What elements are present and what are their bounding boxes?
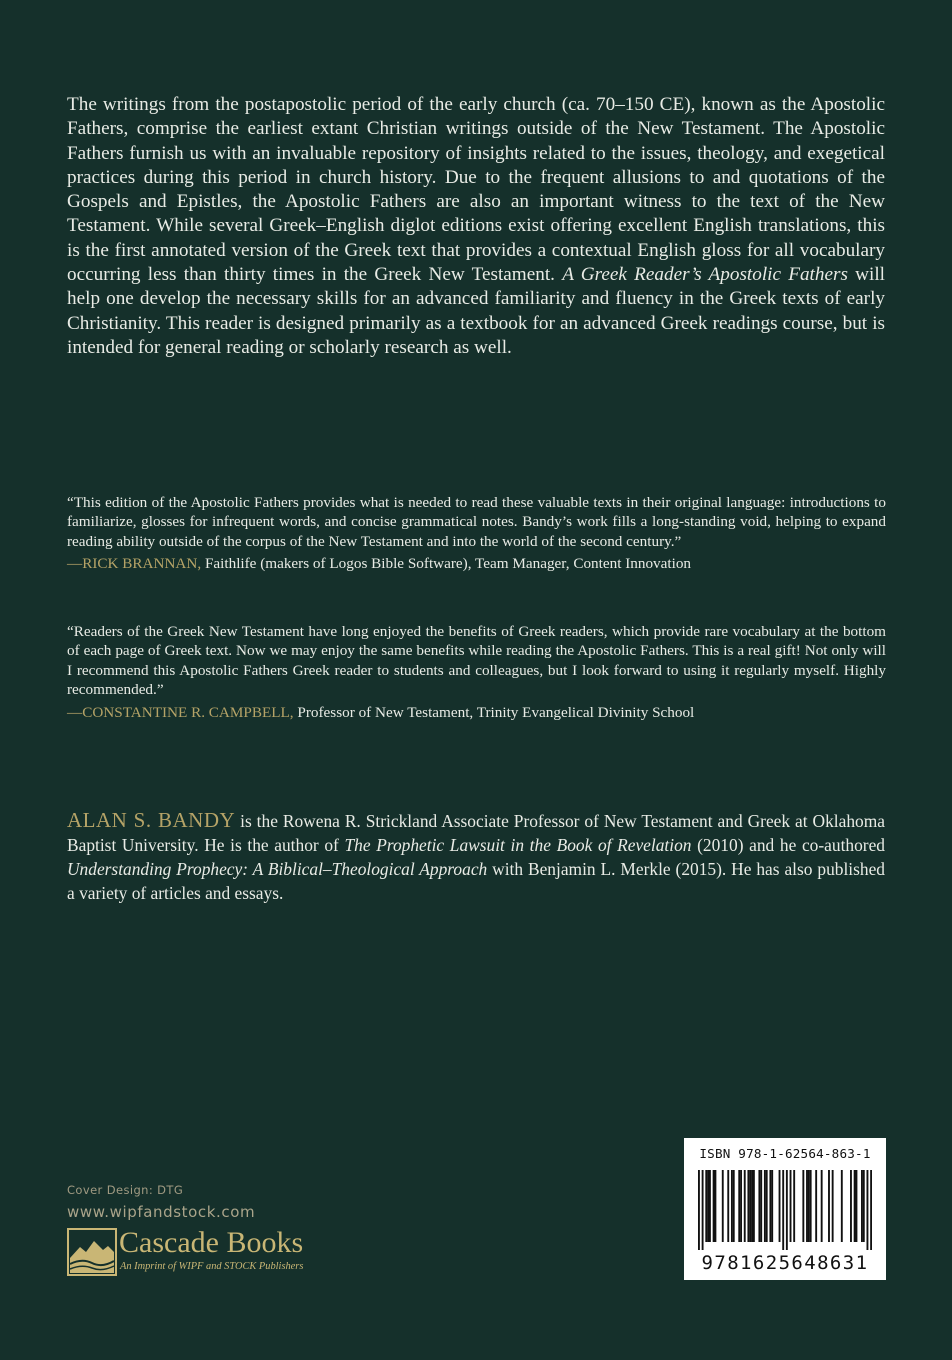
- barcode-bar: [856, 1170, 858, 1242]
- barcode-bar: [779, 1170, 781, 1242]
- barcode-bar: [863, 1170, 865, 1242]
- description-book-title: A Greek Reader’s Apostolic Fathers: [562, 264, 848, 286]
- author-bio-text-1: is the Rowena R. Strickland Associate Professor of New Testament and Greek at Oklahoma Baptist University. He is the author of: [67, 811, 885, 855]
- barcode-bar: [738, 1170, 740, 1242]
- publisher-subtitle: An Imprint of WIPF and STOCK Publishers: [120, 1261, 304, 1272]
- barcode-bar: [782, 1170, 784, 1250]
- barcode-bar: [806, 1170, 808, 1242]
- credits: [67, 1183, 255, 1221]
- barcode-bar: [709, 1170, 711, 1242]
- barcode-bar: [769, 1170, 771, 1242]
- description-text-2: will help one develop the necessary skills for an advanced familiarity and fluency in the Greek texts of early Christianity. This reader is designed primarily as a textbook for an advanced Greek readings course, but is intended for general reading or scholarly research as well.: [67, 264, 886, 358]
- barcode-bar: [751, 1170, 753, 1242]
- endorser-name: —CONSTANTINE R. CAMPBELL,: [67, 703, 294, 721]
- description-text-1: The writings from the postapostolic period of the early church (ca. 70–150 CE), known as the Apostolic Fathers, comprise the earliest extant Christian writings outside of the New Testament. The Apostolic Fathers furnish us with an invaluable repository of insights related to the issues, theology, and exegetical practices during this period in church history. Due to the frequent allusions to and quotations of the Gospels and Epistles, the Apostolic Fathers are also an important witness to the text of the New Testament. While several Greek–English diglot editions exist offering excellent English translations, this is the first annotated version of the Greek text that provides a contextual English gloss for all vocabulary occurring less than thirty times in the Greek New Testament.: [67, 94, 885, 286]
- barcode-bar: [802, 1170, 804, 1242]
- mountain-logo-icon: [67, 1228, 117, 1276]
- book-description: [67, 93, 885, 360]
- barcode-bar: [707, 1170, 709, 1242]
- endorsement-attribution: [67, 703, 886, 722]
- barcode-bar: [753, 1170, 755, 1242]
- endorsement-quote: “Readers of the Greek New Testament have long enjoyed the benefits of Greek readers, which provide rare vocabulary at the bottom of each page of Greek text. Now we may enjoy the same benefits while reading the Apostolic Fathers. This is a real gift! Not only will I recommend this Apostolic Fathers Greek reader to students and colleagues, but I look forward to using it regularly myself. Highly recommended.”: [67, 623, 886, 699]
- barcode-bar: [766, 1170, 768, 1242]
- barcode-bar: [713, 1170, 715, 1242]
- endorser-affiliation: Faithlife (makers of Logos Bible Software), Team Manager, Content Innovation: [201, 555, 692, 573]
- cover-design-credit: Cover Design: DTG: [67, 1183, 184, 1197]
- author-bio-text-3: with Benjamin L. Merkle (2015). He has also published a variety of articles and essays.: [67, 859, 885, 903]
- barcode-bars: [698, 1170, 872, 1250]
- barcode-bar: [747, 1170, 749, 1242]
- barcode-bar: [705, 1170, 707, 1242]
- barcode-bar: [722, 1170, 724, 1242]
- author-book-1: The Prophetic Lawsuit in the Book of Revelation: [344, 835, 692, 855]
- author-bio-text-2: (2010) and he co-authored: [691, 835, 885, 855]
- barcode-bar: [727, 1170, 729, 1242]
- barcode-bar: [758, 1170, 760, 1242]
- barcode-bar: [870, 1170, 872, 1250]
- barcode-bar: [854, 1170, 856, 1242]
- barcode-bar: [828, 1170, 830, 1242]
- endorsement-attribution: [67, 554, 886, 573]
- barcode-bar: [698, 1170, 700, 1250]
- barcode-bar: [702, 1170, 704, 1250]
- author-name: ALAN S. BANDY: [67, 808, 236, 832]
- barcode-bar: [733, 1170, 735, 1242]
- barcode-bar: [714, 1170, 716, 1242]
- barcode-number: 9781625648631: [701, 1252, 869, 1274]
- barcode-bar: [744, 1170, 746, 1242]
- barcode-bar: [832, 1170, 834, 1242]
- barcode-bar: [786, 1170, 788, 1250]
- barcode-bar: [861, 1170, 863, 1242]
- barcode-bar: [749, 1170, 751, 1242]
- endorser-name: —RICK BRANNAN,: [67, 555, 202, 573]
- barcode-bar: [771, 1170, 773, 1242]
- publisher-name: Cascade Books: [119, 1226, 304, 1259]
- barcode-bar: [764, 1170, 766, 1242]
- barcode-bar: [760, 1170, 762, 1242]
- publisher-website: www.wipfandstock.com: [67, 1203, 256, 1221]
- author-bio: [67, 808, 885, 905]
- barcode-bar: [740, 1170, 742, 1242]
- isbn-label: ISBN 978-1-62564-863-1: [699, 1146, 871, 1161]
- barcode-bar: [731, 1170, 733, 1242]
- barcode-bar: [867, 1170, 869, 1250]
- barcode-bar: [815, 1170, 817, 1242]
- barcode-bar: [810, 1170, 812, 1242]
- barcode-bar: [841, 1170, 843, 1242]
- barcode-bar: [850, 1170, 852, 1242]
- author-book-2: Understanding Prophecy: A Biblical–Theological Approach: [67, 859, 488, 879]
- barcode-bar: [821, 1170, 823, 1242]
- publisher-logo: [67, 1226, 367, 1278]
- barcode-bar: [790, 1170, 792, 1242]
- endorser-affiliation: Professor of New Testament, Trinity Evangelical Divinity School: [293, 703, 695, 721]
- barcode-bar: [808, 1170, 810, 1242]
- barcode-bar: [793, 1170, 795, 1242]
- endorsement-1: [67, 493, 886, 574]
- endorsement-2: [67, 622, 886, 722]
- endorsement-quote: “This edition of the Apostolic Fathers provides what is needed to read these valuable texts in their original language: introductions to familiarize, glosses for infrequent words, and concise grammatical notes. Bandy’s work fills a long-standing void, helping to expand reading ability outside of the corpus of the New Testament and into the world of the second century.”: [67, 494, 886, 550]
- isbn-barcode: [684, 1138, 886, 1280]
